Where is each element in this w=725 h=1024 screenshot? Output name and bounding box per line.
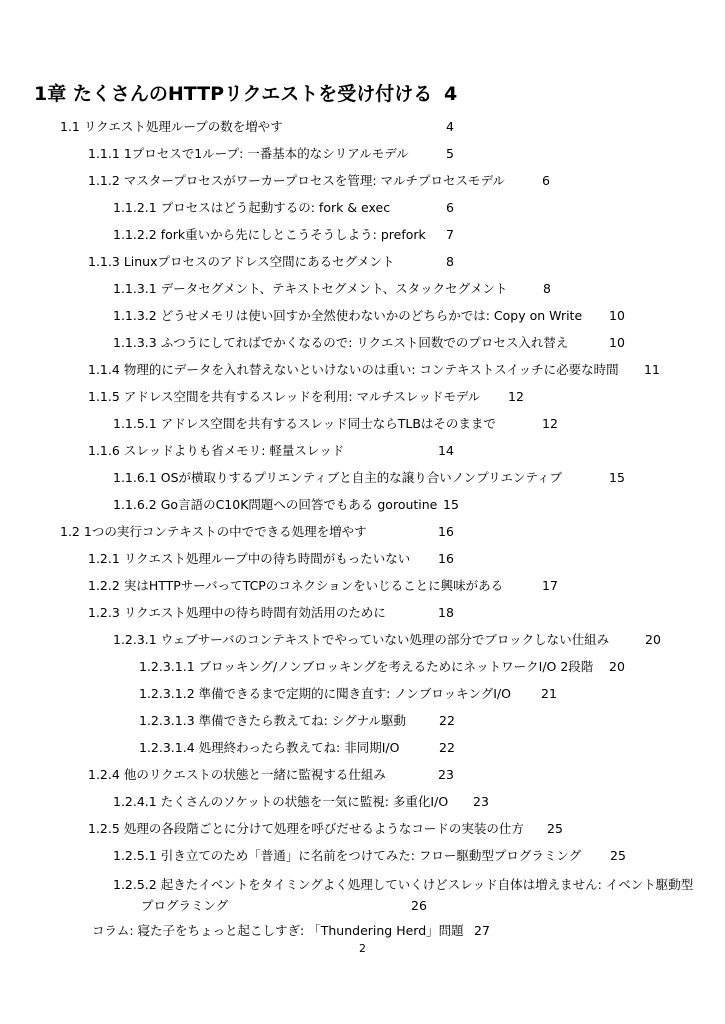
toc-entry[interactable]: 1.2.4 他のリクエストの状態と一緒に監視する仕組み 23 — [88, 767, 454, 782]
toc-entry[interactable]: 1.1.3.3 ふつうにしてればでかくなるので: リクエスト回数でのプロセス入れ替え 10 — [113, 335, 625, 350]
toc-entry[interactable]: 1.2.3.1 ウェブサーバのコンテキストでやっていない処理の部分でブロックしない仕組み 20 — [113, 632, 661, 647]
toc-entry[interactable]: 1.1 リクエスト処理ループの数を増やす 4 — [60, 119, 454, 134]
chapter-number: 1章 — [34, 83, 67, 105]
toc-entry[interactable]: 1.1.6.1 OSが横取りするプリエンティブと自主的な譲り合いノンプリエンティブ 15 — [113, 470, 625, 485]
toc-entry[interactable]: 1.2.2 実はHTTPサーバってTCPのコネクションをいじることに興味がある 17 — [88, 578, 558, 593]
toc-entry[interactable]: 1.1.5.1 アドレス空間を共有するスレッド同士ならTLBはそのままで 12 — [113, 416, 558, 431]
chapter-heading — [34, 82, 705, 106]
toc-entry[interactable]: 1.1.3.2 どうせメモリは使い回すか全然使わないかのどちらかでは: Copy on Write 10 — [113, 308, 625, 323]
toc-entry[interactable]: 1.1.4 物理的にデータを入れ替えないといけないのは重い: コンテキストスイッチに必要な時間 11 — [88, 362, 660, 377]
toc-entry[interactable]: 1.1.1 1プロセスで1ループ: 一番基本的なシリアルモデル 5 — [88, 146, 454, 161]
toc-entry[interactable]: 1.1.6 スレッドよりも省メモリ: 軽量スレッド 14 — [88, 443, 454, 458]
chapter-title: たくさんのHTTPリクエストを受け付ける — [72, 83, 433, 105]
toc-entry[interactable]: 1.2.1 リクエスト処理ループ中の待ち時間がもったいない 16 — [88, 551, 454, 566]
toc-entry[interactable]: コラム: 寝た子をちょっと起こしすぎ: 「Thundering Herd」問題 27 — [92, 923, 490, 938]
toc-entry[interactable]: 1.2.3.1.2 準備できるまで定期的に聞き直す: ノンブロッキングI/O 21 — [139, 686, 557, 701]
toc-entry[interactable]: 1.2.4.1 たくさんのソケットの状態を一気に監視: 多重化I/O 23 — [113, 794, 489, 809]
toc-entry[interactable]: 1.2 1つの実行コンテキストの中でできる処理を増やす 16 — [60, 524, 454, 539]
toc-entry[interactable]: 1.1.6.2 Go言語のC10K問題への回答でもある goroutine 15 — [113, 497, 459, 512]
toc-entry[interactable]: 1.1.2 マスタープロセスがワーカープロセスを管理: マルチプロセスモデル 6 — [88, 173, 550, 188]
toc-entry[interactable]: 1.1.2.2 fork重いから先にしとこうそうしよう: prefork 7 — [113, 227, 454, 242]
toc-entry[interactable]: 1.2.3.1.1 ブロッキング/ノンブロッキングを考えるためにネットワークI/O 2段階 20 — [139, 659, 625, 674]
toc-entry[interactable]: 1.2.5 処理の各段階ごとに分けて処理を呼びだせるようなコードの実装の仕方 25 — [88, 821, 563, 836]
toc-entry[interactable]: 1.2.3.1.4 処理終わったら教えてね: 非同期I/O 22 — [139, 740, 455, 755]
toc-entry[interactable]: 1.1.5 アドレス空間を共有するスレッドを利用: マルチスレッドモデル 12 — [88, 389, 524, 404]
toc-entry[interactable]: 1.2.3.1.3 準備できたら教えてね: シグナル駆動 22 — [139, 713, 455, 728]
chapter-page: 4 — [444, 83, 458, 105]
toc-entry[interactable]: 1.1.3 Linuxプロセスのアドレス空間にあるセグメント 8 — [88, 254, 454, 269]
toc-entry[interactable]: 1.2.5.1 引き立てのため「普通」に名前をつけてみた: フロー駆動型プログラミング 25 — [113, 848, 626, 863]
toc-entry[interactable]: 1.2.5.2 起きたイベントをタイミングよく処理していくけどスレッド自体は増えません: イベント駆動型プログラミング 26 — [113, 877, 694, 913]
toc-entry[interactable]: 1.1.3.1 データセグメント、テキストセグメント、スタックセグメント 8 — [113, 281, 551, 296]
toc-entry[interactable]: 1.2.3 リクエスト処理中の待ち時間有効活用のために 18 — [88, 605, 454, 620]
toc-entry[interactable]: 1.1.2.1 プロセスはどう起動するの: fork & exec 6 — [113, 200, 454, 215]
page-number: 2 — [359, 942, 366, 955]
